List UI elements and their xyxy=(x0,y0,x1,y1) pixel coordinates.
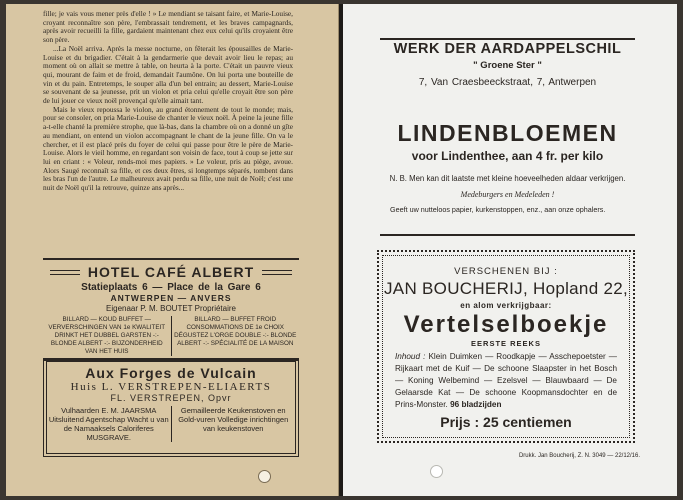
hotel-city: ANTWERPEN — ANVERS xyxy=(110,293,232,303)
forges-de-vulcain-ad xyxy=(43,358,299,457)
forges-house: Huis L. VERSTREPEN-ELIAERTS xyxy=(70,381,272,393)
story-paragraph: ...La Noël arriva. Après la messe nocturne, on fêterait les épousailles de Marie-Louise et du brigadier. C'était à la gendarmerie que devait avoir lieu le repas; au moment où on allait se mettre à table, on heurta à la porte. C'était un pauvre vieux qui, mourant de faim et de froid, demandait l'aumône. On lui porta une bouteille de vin et du pain. Entretemps, le souper alla d'un bel entrain; au dessert, Marie-Louise se souvenant de sa jeunesse, prit un violon et pria celui qu'elle croyait être son père de lui jouer ce vieux noël provençal qu'elle aimait tant. xyxy=(43,43,293,106)
linden-title: LINDENBLOEMEN xyxy=(397,120,618,146)
decorative-rule xyxy=(262,270,292,275)
story-text xyxy=(43,10,293,193)
verschenen-label: VERSCHENEN BIJ : xyxy=(454,266,558,277)
werk-title: WERK DER AARDAPPELSCHIL xyxy=(393,41,622,57)
contents-list: Klein Duimken — Roodkapje — Asschepoetster — Rijkaart met de Kuif — De schoone Slaapster in het Bosch — Koning Welbemind — Ezelsvel — Blauwbaard — De Gelaarsde Kat — De schoone Koopmansdochter en de Prins-Monster. xyxy=(395,352,617,409)
vertelselboekje-ad xyxy=(377,250,635,443)
werk-address: 7, Van Craesbeeckstraat, 7, Antwerpen xyxy=(418,77,597,88)
story-paragraph: Mais le vieux repoussa le violon, au grand étonnement de tout le monde; mais, pour se consoler, on pria Marie-Louise de chanter le vieux noël. À peine la jeune fille a-t-elle chanté la première strophe, que là-bas, dans la chambre où on a donné un gîte au mendiant, on entend un violon accompagnant le chant de la jeune fille. On va le chercher, et il est placé près du foyer de celui qui passe pour être le père de Marie-Louise. Alors le vieil homme, en regardant son voisin de face, tout à coup se jette sur lui en criant : « Voleur, rends-moi mes papiers. » Le voleur, pris au piège, avoue. Alors Saugé reconnaît sa fille, et ces deux êtres, si longtemps séparés, tombent dans les bras l'un de l'autre. Le malheureux avait perdu sa fille, une nuit de Noël; c'est une nuit de Noël qu'il la retrouve, quinze ans après... xyxy=(43,104,293,193)
werk-subtitle: " Groene Ster " xyxy=(473,60,542,71)
binding-hole xyxy=(430,465,443,478)
binding-hole xyxy=(258,470,271,483)
linden-subtitle: voor Lindenthee, aan 4 fr. per kilo xyxy=(411,149,604,163)
publisher: JAN BOUCHERIJ, Hopland 22, xyxy=(384,279,628,298)
price: Prijs : 25 centiemen xyxy=(440,414,572,430)
decorative-rule xyxy=(50,270,80,275)
nb-note: N. B. Men kan dit laatste met kleine hoeveelheden aldaar verkrijgen. xyxy=(389,174,626,183)
hotel-owner: Eigenaar P. M. BOUTET Propriétaire xyxy=(106,304,236,313)
werk-aardappelschil-ad xyxy=(380,41,635,88)
forges-proprietor: FL. VERSTREPEN, Opvr xyxy=(110,393,232,403)
series: EERSTE REEKS xyxy=(471,339,541,348)
forges-title: Aux Forges de Vulcain xyxy=(85,365,257,381)
forges-left-column: Vulhaarden E. M. JAARSMA Uitsluitend Agentschap Wacht u van de Namaaksels Caloriferes MUSGRAVE. xyxy=(47,406,172,442)
contents xyxy=(383,348,629,411)
contents-label: Inhoud : xyxy=(395,352,426,361)
geeft-note: Geeft uw nutteloos papier, kurkenstoppen, enz., aan onze ophalers. xyxy=(390,205,606,214)
story-paragraph: fille; je vais vous mener près d'elle ! » Le mendiant se taisant faire, et Marie-Louise, croyant reconnaître son père, l'embrassait tendrement, et les braves campagnards, après avoir recueilli la fille, gardaient maintenant chez eux celui qu'ils croyaient être son père. xyxy=(43,9,293,45)
hotel-services-dutch: BILLARD — KOUD BUFFET — VERVERSCHINGEN VAN 1e KWALITEIT DRINKT HET DUBBEL GARSTEN -:- BLONDE ALBERT -:- BIJZONDERHEID VAN HET HUIS xyxy=(43,316,172,356)
page-count: 96 bladzijden xyxy=(450,400,502,409)
lindenbloemen-ad xyxy=(380,120,635,163)
book-title: Vertelselboekje xyxy=(403,311,609,338)
hotel-address: Statieplaats 6 — Place de la Gare 6 xyxy=(81,282,261,293)
availability: en alom verkrijgbaar: xyxy=(460,301,552,310)
printer-imprint: Drukk. Jan Boucherij, Z. N. 3049 — 22/12/16. xyxy=(518,453,640,459)
medeburgers: Medeburgers en Medeleden ! xyxy=(460,190,555,199)
forges-right-column: Gemailleerde Keukenstoven en Gold-vuren Volledige inrichtingen van keukenstoven xyxy=(178,406,289,433)
hotel-cafe-albert-ad xyxy=(43,258,299,361)
divider xyxy=(380,38,635,40)
hotel-services-french: BILLARD — BUFFET FROID CONSOMMATIONS DE 1e CHOIX DÉGUSTEZ L'ORGE DOUBLE -:- BLONDE ALBERT -:- SPÉCIALITÉ DE LA MAISON xyxy=(174,316,297,347)
divider xyxy=(380,234,635,236)
hotel-title: HOTEL CAFÉ ALBERT xyxy=(87,264,255,280)
